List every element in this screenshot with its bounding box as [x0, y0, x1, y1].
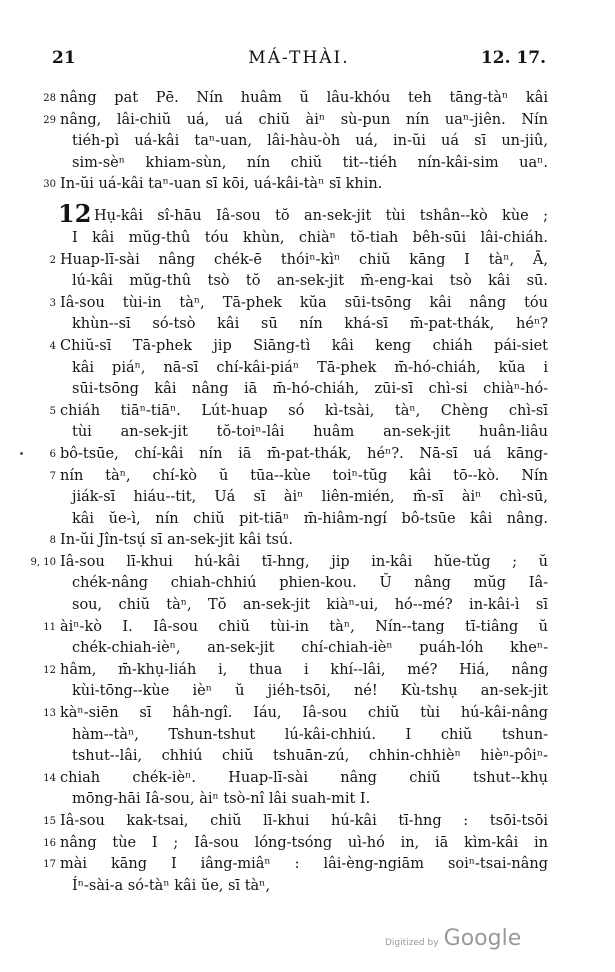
line-text: sūi-tsōng kâi nâng iā m̄-hó-chiáh, zūi-sī chì-si chiàⁿ-hó- [72, 381, 548, 398]
verse-number: 28 [43, 93, 56, 104]
line-text: chiah chék-ièⁿ. Huap-lī-sài nâng chiŭ tshut--khụ [60, 769, 548, 786]
text-line [49, 444, 548, 466]
text-line [49, 530, 548, 552]
text-line [43, 174, 548, 196]
verse-number: 11 [43, 621, 56, 633]
line-text: tiéh-pì uá-kâi taⁿ-uan, lâi-hàu-òh uá, in-ŭi uá sī un-jiû, [72, 133, 548, 150]
line-text: nâng pat Pē. Nín huâm ŭ lâu-khóu teh tāng-tàⁿ kâi [60, 90, 548, 106]
text-line [60, 314, 548, 336]
text-line [60, 595, 548, 617]
verse-number: 12 [43, 664, 56, 676]
text-line [49, 250, 548, 272]
running-title: MÁ-THÀI. [248, 48, 350, 68]
verse-number: 3 [49, 297, 56, 309]
text-line [60, 876, 548, 898]
line-text: Iâ-sou tùi-in tàⁿ, Tā-phek kŭa sūi-tsōng kâi nâng tóu [60, 294, 548, 311]
line-text: sim-sèⁿ khiam-sùn, nín chiŭ tit--tiéh nín-kâi-sim uaⁿ. [72, 154, 548, 171]
text-line [60, 681, 548, 703]
text-line [60, 358, 548, 380]
line-text: tshut--lâi, chhiú chiŭ tshuān-zú, chhin-chhièⁿ hièⁿ-pôiⁿ- [72, 748, 548, 765]
line-text: hâm, m̄-khụ-liáh i, thua i khí--lâi, mé? Hiá, nâng [60, 661, 548, 678]
text-line [43, 617, 548, 639]
text-line [60, 487, 548, 509]
text-line [60, 573, 548, 595]
verse-number: 17 [43, 859, 56, 871]
line-text: kâi piáⁿ, nā-sī chí-kâi-piáⁿ Tā-phek m̄-hó-chiáh, kŭa i [72, 359, 548, 376]
google-logo-text: Google [443, 926, 522, 951]
text-line [30, 552, 548, 574]
line-text: chék-nâng chiah-chhiú phien-kou. Ŭ nâng mŭg Iâ- [72, 575, 548, 592]
text-line [60, 271, 548, 293]
text-line [49, 336, 548, 358]
line-text: nâng tùe I ; Iâ-sou lóng-tsóng uì-hó in, iā kìm-kâi in [60, 834, 548, 851]
verse-number: 30 [43, 179, 56, 191]
line-text: Íⁿ-sài-a só-tàⁿ kâi ŭe, sī tàⁿ, [72, 877, 271, 894]
text-line [60, 725, 548, 747]
text-line [43, 768, 548, 790]
text-line [43, 660, 548, 682]
text-line [49, 401, 548, 423]
line-text: hàm--tàⁿ, Tshun-tshut lú-kâi-chhiú. I chiŭ tshun- [72, 726, 548, 743]
verse-number: 13 [43, 708, 56, 720]
line-text: khùn--sī só-tsò kâi sū nín khá-sī m̄-pat-thák, héⁿ? [72, 316, 548, 333]
text-line [60, 789, 548, 811]
verse-number: 6 [49, 448, 56, 460]
line-text: bô-tsūe, chí-kâi nín iā m̄-pat-thák, héⁿ?. Nā-sī uá kāng- [60, 445, 548, 462]
chapter-start-line [58, 198, 548, 228]
line-text: mōng-hāi Iâ-sou, àiⁿ tsò-nî lâi suah-mit I. [72, 791, 371, 808]
page-header [52, 48, 546, 72]
text-line [43, 703, 548, 725]
line-text: jiák-sī hiáu--tit, Uá sī àiⁿ liên-mién, m̄-sī àiⁿ chì-sū, [72, 489, 548, 506]
line-text: tùi an-sek-jit tŏ-toiⁿ-lâi huâm an-sek-jit huân-liâu [72, 424, 548, 441]
chapter-number: 12 [58, 198, 92, 228]
line-text: lú-kâi mŭg-thû tsò tŏ an-sek-jit m̄-eng-kai tsò kâi sū. [72, 273, 548, 290]
verse-number: 9, 10 [30, 556, 56, 568]
verse-number: 8 [49, 535, 56, 547]
text-line [60, 746, 548, 768]
text-line [43, 854, 548, 876]
text-line [49, 293, 548, 315]
line-text: kùi-tōng--kùe ièⁿ ŭ jiéh-tsōi, né! Kù-tshụ an-sek-jit [72, 683, 548, 700]
line-text: In-ŭi Jîn-tsụ́ sī an-sek-jit kâi tsú. [60, 532, 293, 549]
text-line [49, 466, 548, 488]
text-line [60, 638, 548, 660]
text-line [43, 833, 548, 855]
line-text: kàⁿ-siēn sī hâh-ngî. Iáu, Iâ-sou chiŭ tùi hú-kâi-nâng [60, 705, 548, 722]
margin-speck [20, 452, 23, 455]
digitized-by-label: Digitized by [385, 938, 439, 948]
page-number: 21 [52, 48, 76, 68]
line-text: chék-chiah-ièⁿ, an-sek-jit chí-chiah-ièⁿ puáh-lóh kheⁿ- [72, 640, 548, 657]
line-text: nâng, lâi-chiŭ uá, uá chiŭ àiⁿ sù-pun nín uaⁿ-jiên. Nín [60, 111, 548, 128]
verse-number: 4 [49, 340, 56, 352]
line-text: I kâi mŭg-thû tóu khùn, chiàⁿ tŏ-tiah bêh-sūi lâi-chiáh. [72, 229, 548, 246]
text-line [43, 88, 548, 110]
verse-number: 15 [43, 816, 56, 827]
line-text: nín tàⁿ, chí-kò ŭ tūa--kùe toiⁿ-tŭg kâi tō--kò. Nín [60, 467, 548, 484]
chapter-verse-reference: 12. 17. [480, 48, 546, 68]
verse-number: 29 [43, 114, 56, 126]
line-text: Iâ-sou kak-tsai, chiŭ lī-khui hú-kâi tī-hng : tsōi-tsōi [60, 813, 548, 829]
verse-number: 16 [43, 837, 56, 849]
line-text: Chiŭ-sī Tā-phek jip Siāng-tì kâi keng chiáh pái-siet [60, 337, 548, 354]
line-text: Huap-lī-sài nâng chék-ē thóiⁿ-kìⁿ chiŭ kāng I tàⁿ, Ā, [60, 251, 548, 268]
scripture-text [30, 88, 548, 897]
line-text: Hụ-kâi sî-hāu Iâ-sou tŏ an-sek-jit tùi tshân--kò kùe ; [94, 207, 548, 224]
line-text: chiáh tiāⁿ-tiāⁿ. Lút-huap só kì-tsài, tàⁿ, Chèng chì-sī [60, 402, 548, 419]
line-text: Iâ-sou lī-khui hú-kâi tī-hng, jip in-kâi hŭe-tŭg ; ŭ [60, 553, 548, 570]
verse-number: 2 [49, 254, 56, 266]
text-line [60, 509, 548, 531]
line-text: mài kāng I iâng-miâⁿ : lâi-èng-ngiām soiⁿ-tsai-nâng [60, 856, 548, 873]
text-line [60, 131, 548, 153]
line-text: sou, chiŭ tàⁿ, Tŏ an-sek-jit kiàⁿ-ui, hó--mé? in-kâi-ì sī [72, 597, 548, 614]
line-text: kâi ŭe-ì, nín chiŭ pit-tiāⁿ m̄-hiâm-ngí bô-tsūe kâi nâng. [72, 510, 548, 527]
text-line [60, 228, 548, 250]
text-line [43, 110, 548, 132]
text-line [60, 422, 548, 444]
line-text: In-ŭi uá-kâi taⁿ-uan sī kōi, uá-kâi-tàⁿ sī khin. [60, 176, 383, 193]
digitization-watermark [385, 926, 521, 951]
verse-number: 7 [49, 470, 56, 482]
line-text: àiⁿ-kò I. Iâ-sou chiŭ tùi-in tàⁿ, Nín--tang tī-tiâng ŭ [60, 618, 548, 635]
text-line [60, 153, 548, 175]
text-line [43, 811, 548, 833]
text-line [60, 379, 548, 401]
verse-number: 5 [49, 405, 56, 417]
verse-number: 14 [43, 772, 56, 784]
